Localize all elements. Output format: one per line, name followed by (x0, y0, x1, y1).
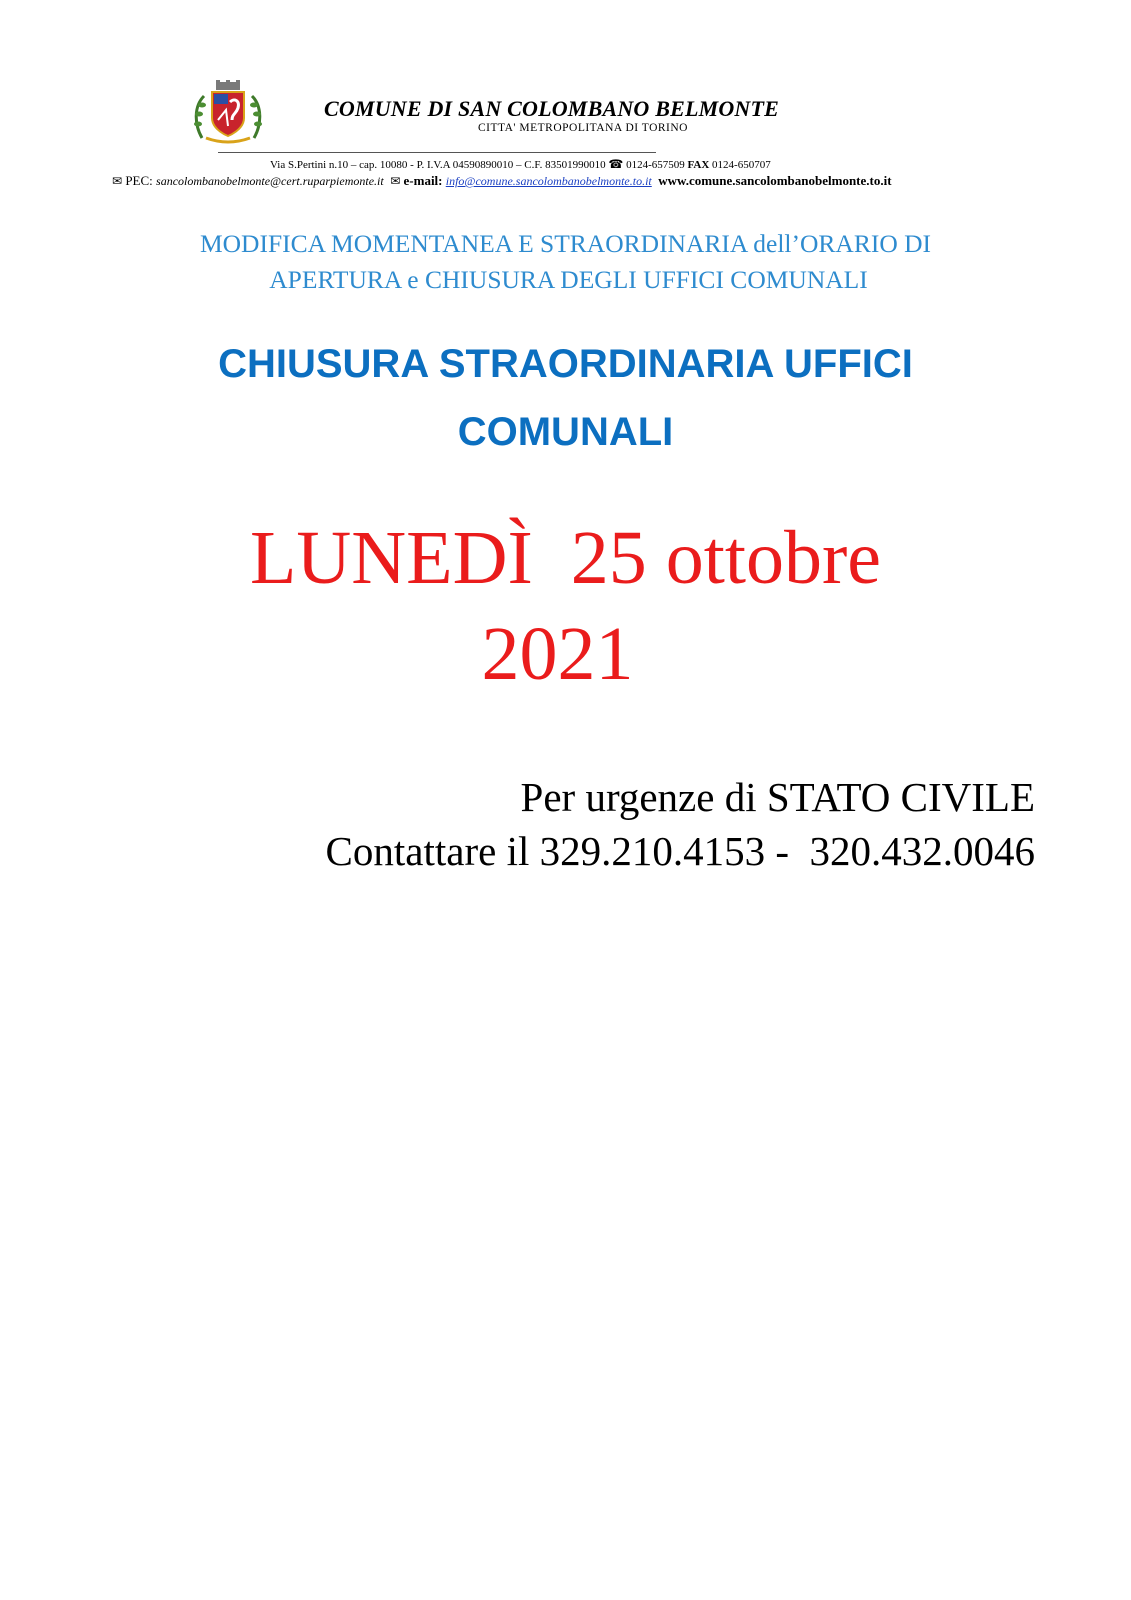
letterhead-divider (218, 152, 656, 153)
urgenze-line-2: Contattare il 329.210.4153 - 320.432.0046 (325, 828, 1035, 874)
closure-date (0, 510, 1131, 702)
fax-label: FAX (687, 159, 710, 171)
website[interactable]: www.comune.sancolombanobelmonte.to.it (658, 173, 892, 188)
mail-icon: ✉ (390, 174, 401, 188)
pec-address: sancolombanobelmonte@cert.ruparpiemonte.it (156, 174, 384, 188)
chiusura-heading (0, 330, 1131, 466)
modifica-line-1: MODIFICA MOMENTANEA E STRAORDINARIA dell’ORARIO DI (199, 229, 932, 258)
date-line-1: LUNEDÌ 25 ottobre (249, 516, 882, 600)
pec-label: PEC: (125, 173, 153, 188)
phone-number: 0124-657509 (626, 159, 685, 171)
modifica-heading (0, 226, 1131, 298)
contacts-line (112, 173, 892, 189)
email-label: e-mail: (403, 173, 443, 188)
email-link[interactable]: info@comune.sancolombanobelmonte.to.it (445, 174, 652, 188)
comune-subtitle: CITTA' METROPOLITANA DI TORINO (478, 122, 688, 134)
urgent-contact (326, 770, 1035, 878)
address-line (270, 157, 771, 171)
comune-name: COMUNE DI SAN COLOMBANO BELMONTE (324, 96, 780, 121)
date-line-2: 2021 (481, 612, 634, 696)
modifica-line-2: APERTURA e CHIUSURA DEGLI UFFICI COMUNALI (269, 265, 868, 294)
chiusura-line-1: CHIUSURA STRAORDINARIA UFFICI (218, 342, 913, 386)
chiusura-line-2: COMUNALI (457, 410, 674, 454)
urgenze-line-1: Per urgenze di STATO CIVILE (520, 774, 1035, 820)
fax-number: 0124-650707 (712, 159, 771, 171)
coat-of-arms (192, 80, 264, 144)
phone-icon: ☎ (608, 157, 624, 171)
mail-icon: ✉ (112, 174, 123, 188)
address-text: Via S.Pertini n.10 – cap. 10080 - P. I.V.A 04590890010 – C.F. 83501990010 (270, 159, 606, 171)
